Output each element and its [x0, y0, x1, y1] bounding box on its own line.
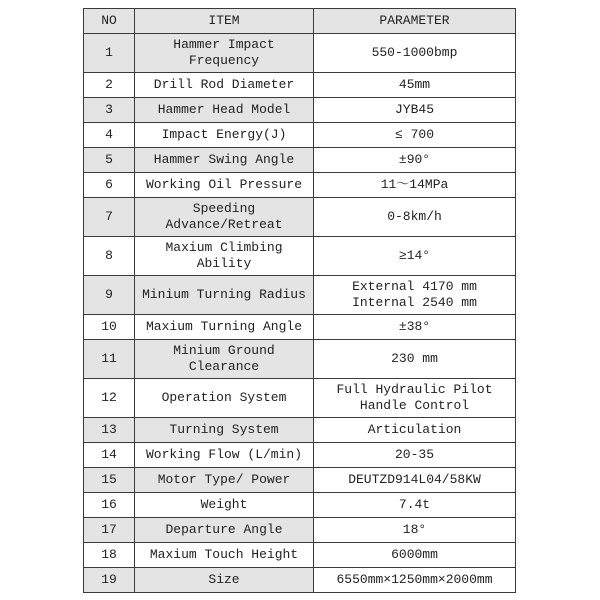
row-item: Maxium Turning Angle	[135, 315, 314, 340]
row-no: 16	[84, 493, 135, 518]
row-item: Hammer Head Model	[135, 98, 314, 123]
row-item: Hammer Impact Frequency	[135, 34, 314, 73]
row-param: ±90°	[314, 148, 516, 173]
row-param: 20-35	[314, 443, 516, 468]
row-no: 17	[84, 518, 135, 543]
row-param: Articulation	[314, 418, 516, 443]
table-header-row	[84, 9, 516, 34]
row-item: Speeding Advance/Retreat	[135, 198, 314, 237]
row-param: 550-1000bmp	[314, 34, 516, 73]
row-no: 11	[84, 340, 135, 379]
row-no: 8	[84, 237, 135, 276]
row-param: DEUTZD914L04/58KW	[314, 468, 516, 493]
row-item: Working Flow (L/min)	[135, 443, 314, 468]
row-param: 11～14MPa	[314, 173, 516, 198]
row-no: 1	[84, 34, 135, 73]
row-no: 2	[84, 73, 135, 98]
row-param: 6550mm×1250mm×2000mm	[314, 568, 516, 593]
row-param: ≥14°	[314, 237, 516, 276]
row-no: 5	[84, 148, 135, 173]
header-parameter: PARAMETER	[314, 9, 516, 34]
row-item: Maxium Touch Height	[135, 543, 314, 568]
spec-table	[83, 8, 516, 593]
row-param: 18°	[314, 518, 516, 543]
row-no: 19	[84, 568, 135, 593]
row-no: 7	[84, 198, 135, 237]
row-no: 14	[84, 443, 135, 468]
row-param: 6000mm	[314, 543, 516, 568]
row-item: Motor Type/ Power	[135, 468, 314, 493]
row-item: Weight	[135, 493, 314, 518]
row-item: Minium Ground Clearance	[135, 340, 314, 379]
row-param: 7.4t	[314, 493, 516, 518]
row-item: Drill Rod Diameter	[135, 73, 314, 98]
row-item: Departure Angle	[135, 518, 314, 543]
row-item: Working Oil Pressure	[135, 173, 314, 198]
row-param: 0-8km/h	[314, 198, 516, 237]
row-no: 12	[84, 379, 135, 418]
row-no: 6	[84, 173, 135, 198]
row-param: Full Hydraulic Pilot Handle Control	[314, 379, 516, 418]
row-param: JYB45	[314, 98, 516, 123]
row-item: Size	[135, 568, 314, 593]
row-no: 13	[84, 418, 135, 443]
row-no: 15	[84, 468, 135, 493]
row-item: Minium Turning Radius	[135, 276, 314, 315]
row-no: 18	[84, 543, 135, 568]
row-param: 230 mm	[314, 340, 516, 379]
row-item: Operation System	[135, 379, 314, 418]
row-param: ≤ 700	[314, 123, 516, 148]
row-param: ±38°	[314, 315, 516, 340]
row-item: Maxium Climbing Ability	[135, 237, 314, 276]
row-item: Hammer Swing Angle	[135, 148, 314, 173]
row-param: External 4170 mm Internal 2540 mm	[314, 276, 516, 315]
row-item: Turning System	[135, 418, 314, 443]
row-item: Impact Energy(J)	[135, 123, 314, 148]
row-param: 45mm	[314, 73, 516, 98]
row-no: 4	[84, 123, 135, 148]
header-item: ITEM	[135, 9, 314, 34]
row-no: 3	[84, 98, 135, 123]
row-no: 10	[84, 315, 135, 340]
header-no: NO	[84, 9, 135, 34]
row-no: 9	[84, 276, 135, 315]
